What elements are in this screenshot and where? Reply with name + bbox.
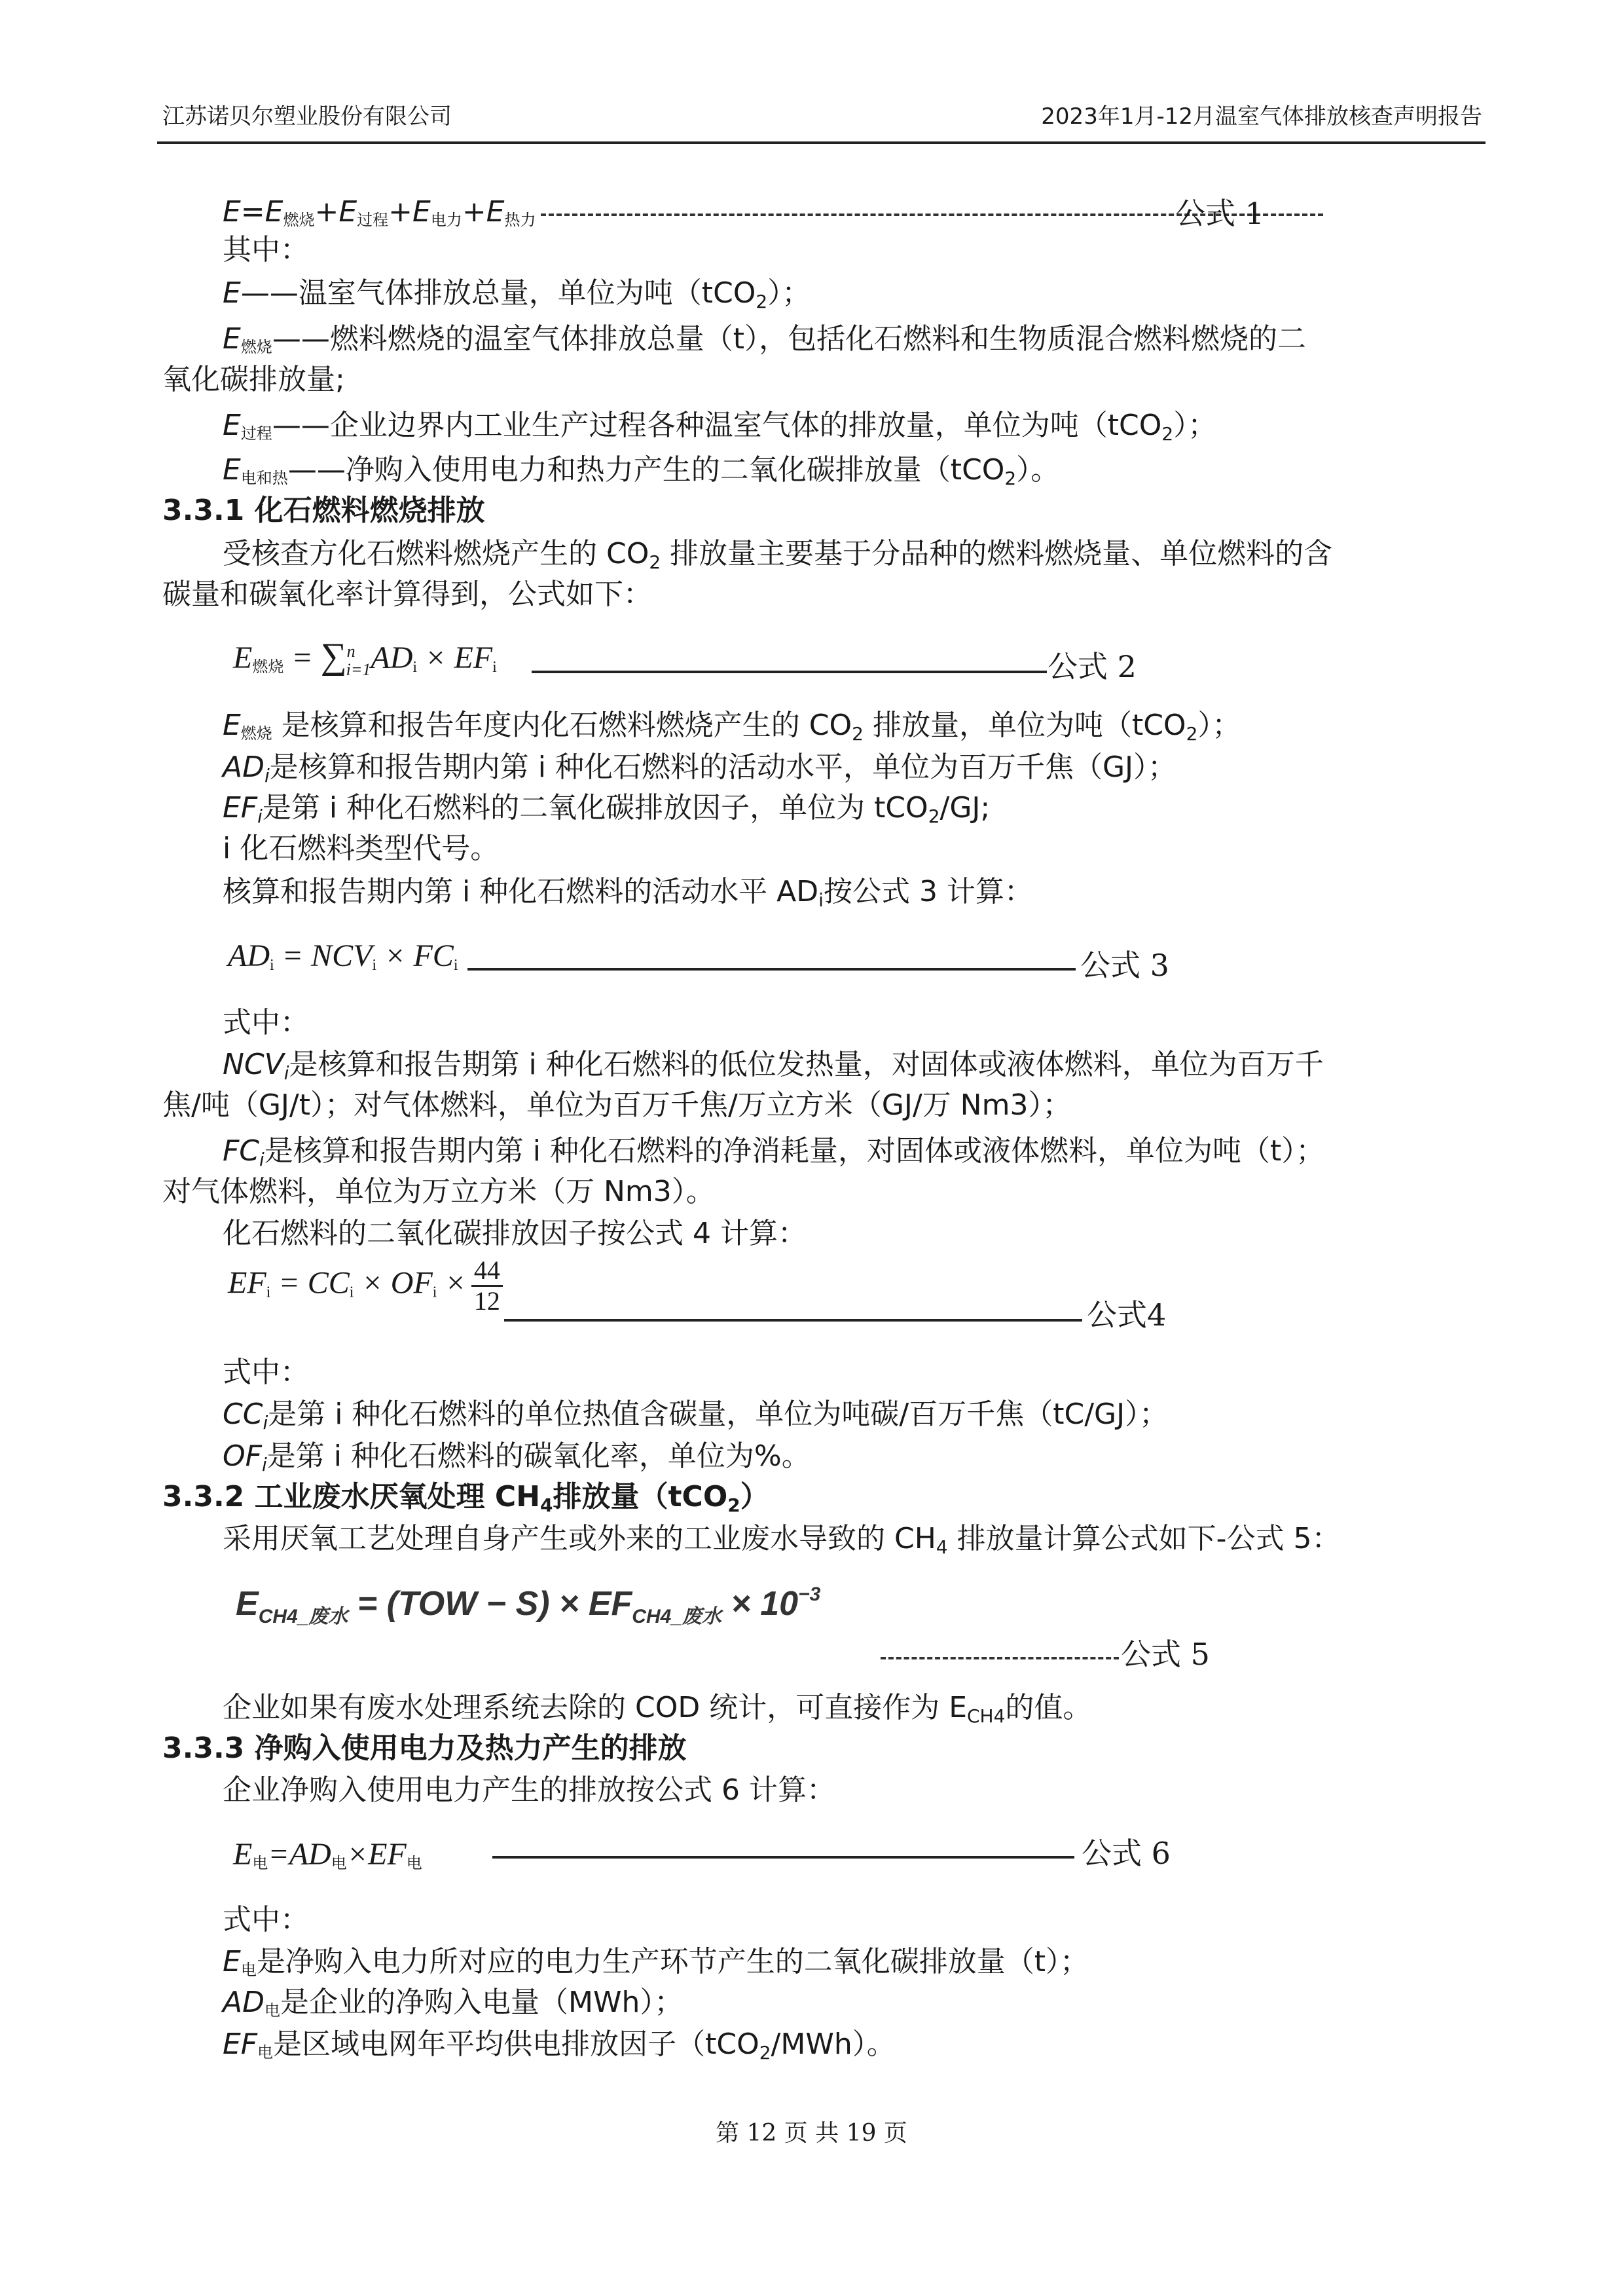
shizhong-label-3: 式中： [223, 1903, 309, 1936]
section-3-3-2-cod-note: 企业如果有废水处理系统去除的 COD 统计，可直接作为 $E_{CH4}$的值。 [223, 1691, 1092, 1727]
formula-3: $AD_i = NCV_i \times FC_i$ [228, 938, 458, 974]
def-e-elec-heat: $E_{电和热}——$净购入使用电力和热力产生的二氧化碳排放量（tCO$_2$）。 [223, 453, 1060, 489]
section-3-3-1-para-line2: 碳量和碳氧化率计算得到，公式如下： [162, 578, 652, 611]
def-ef-dian: $EF_电$是区域电网年平均供电排放因子（tCO$_2$/MWh）。 [223, 2028, 896, 2064]
def-e-process: $E_{过程}——$企业边界内工业生产过程各种温室气体的排放量，单位为吨（tCO$_2$）； [223, 409, 1217, 445]
calc-ad-intro: 核算和报告期内第 i 种化石燃料的活动水平 $AD_i$按公式 3 计算： [223, 875, 1033, 911]
formula-4: $EF_i = CC_i \times OF_i$ × $\frac{44}{12}$ [228, 1256, 503, 1316]
def-e-burn-annual: $E_{燃烧}$ 是核算和报告年度内化石燃料燃烧产生的 $CO_2$ 排放量，单位为吨（tCO$_2$）； [223, 709, 1241, 745]
formula-2-label: 公式 2 [1048, 649, 1137, 684]
qizhong-label: 其中： [223, 233, 309, 267]
header-report-title: 2023年1月-12月温室气体排放核查声明报告 [1041, 103, 1482, 130]
def-of-i: $OF_i$是第 i 种化石燃料的碳氧化率，单位为%。 [223, 1439, 811, 1475]
formula-2: $E_{燃烧} = \sum^n_{i=1}AD_i \times EF_i$ [233, 636, 497, 679]
section-3-3-2-title: 3.3.2 工业废水厌氧处理 $CH_4$排放量（tCO$_2$） [162, 1480, 769, 1516]
section-3-3-3-para: 企业净购入使用电力产生的排放按公式 6 计算： [223, 1773, 835, 1807]
formula-6-leader [492, 1856, 1074, 1859]
fraction-44-12: $\frac{44}{12}$ [471, 1256, 503, 1316]
formula-6: $E_电=AD_电\times EF_电$ [233, 1837, 422, 1872]
section-3-3-1-title: 3.3.1 化石燃料燃烧排放 [162, 494, 485, 527]
formula-2-leader [532, 671, 1047, 673]
def-fc-line2: 对气体燃料，单位为万立方米（万 Nm3）。 [162, 1175, 715, 1208]
def-e-burn-line1: $E_{燃烧}——$燃料燃烧的温室气体排放总量（t），包括化石燃料和生物质混合燃料燃烧的二 [223, 322, 1307, 356]
def-cc-i: $CC_i$是第 i 种化石燃料的单位热值含碳量，单位为吨碳/百万千焦（tC/GJ）； [223, 1398, 1169, 1434]
def-e-dian: $E_电$是净购入电力所对应的电力生产环节产生的二氧化碳排放量（t）； [223, 1945, 1089, 1979]
section-3-3-3-title: 3.3.3 净购入使用电力及热力产生的排放 [162, 1731, 687, 1765]
def-fc-line1: $FC_i$是核算和报告期内第 i 种化石燃料的净消耗量，对固体或液体燃料，单位为吨（t）； [223, 1134, 1325, 1170]
formula-3-leader [467, 968, 1076, 971]
section-3-3-2-para: 采用厌氧工艺处理自身产生或外来的工业废水导致的 $CH_4$ 排放量计算公式如下-公式 5： [223, 1522, 1341, 1558]
formula-6-label: 公式 6 [1082, 1836, 1171, 1871]
def-ncv-line2: 焦/吨（GJ/t）；对气体燃料，单位为百万千焦/万立方米（GJ/万 Nm3）； [162, 1088, 1072, 1122]
page-number: 第 12 页 共 19 页 [716, 2120, 907, 2147]
shizhong-label-1: 式中： [223, 1006, 309, 1039]
def-ad-i: $AD_i$是核算和报告期内第 i 种化石燃料的活动水平，单位为百万千焦（GJ）； [223, 750, 1177, 787]
header-company: 江苏诺贝尔塑业股份有限公司 [162, 103, 452, 130]
formula-3-label: 公式 3 [1080, 948, 1169, 983]
formula-5-label: 公式 5 [1121, 1637, 1210, 1672]
formula-5-leader [881, 1657, 1119, 1659]
section-3-3-1-para-line1: 受核查方化石燃料燃烧产生的 $CO_2$ 排放量主要基于分品种的燃料燃烧量、单位燃料的含 [223, 537, 1333, 573]
def-i-code: i 化石燃料类型代号。 [223, 832, 500, 865]
def-ad-dian: $AD_电$是企业的净购入电量（MWh）； [223, 1986, 684, 2020]
formula-4-label: 公式4 [1087, 1297, 1167, 1333]
def-e-burn-line2: 氧化碳排放量; [162, 363, 345, 396]
def-ef-i: $EF_i$是第 i 种化石燃料的二氧化碳排放因子，单位为 tCO$_2$/GJ; [223, 791, 991, 827]
shizhong-label-2: 式中： [223, 1356, 309, 1389]
formula-1: $E=E_{燃烧}+E_{过程}+E_{电力}+E_{热力}$ [223, 195, 536, 229]
calc-ef-intro: 化石燃料的二氧化碳排放因子按公式 4 计算： [223, 1217, 807, 1250]
header-rule [157, 141, 1486, 144]
formula-4-leader [504, 1319, 1082, 1322]
def-e-total: E——温室气体排放总量，单位为吨（tCO$_2$）； [223, 276, 811, 312]
formula-1-label: 公式 1 [1175, 196, 1264, 231]
formula-5: $E_{CH4\_废水} = (TOW - S) \times EF_{CH4\_废水} \times 10^{-3}$ [236, 1583, 821, 1627]
def-ncv-line1: $NCV_i$是核算和报告期第 i 种化石燃料的低位发热量，对固体或液体燃料，单位为百万千 [223, 1048, 1324, 1084]
